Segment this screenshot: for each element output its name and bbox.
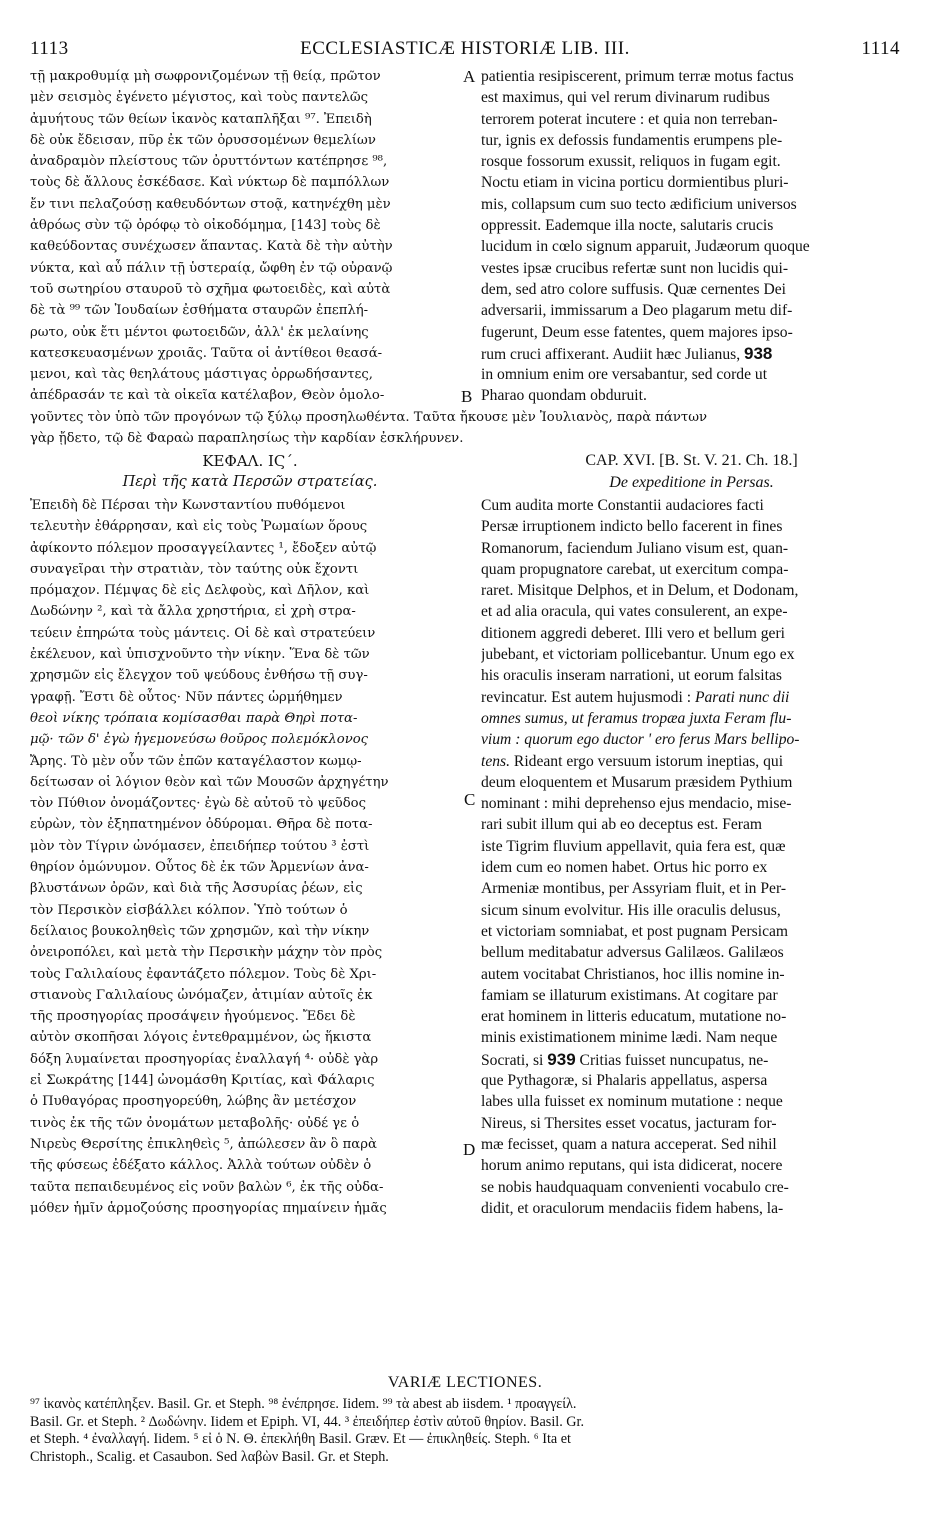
latin-line: his oraculis inseram narrationi, ut eorum falsitas	[481, 667, 782, 685]
latin-line: tens. Rideant ergo versuum istorum ineptias, qui	[481, 752, 784, 770]
greek-line: ὀνειροπόλει, καὶ μετὰ τὴν Περσικὴν μάχην τὸν πρὸς	[30, 945, 383, 961]
greek-line: νύκτα, καὶ αὖ πάλιν τῇ ὑστεραίᾳ, ὤφθη ἐν τῷ οὐρανῷ	[30, 260, 393, 276]
greek-line: μενοι, καὶ τὰς θεηλάτους μάστιγας ὀρρωδήσαντες,	[30, 367, 373, 383]
latin-line: quam propugnatore carebat, ut exercitum compa-	[481, 560, 789, 578]
greek-line: τοὺς δὲ ἄλλους ἐσκέδασε. Καὶ νύκτωρ δὲ παμπόλλων	[30, 175, 390, 191]
latin-line: nominant : mihi deprehenso ejus mendacio, mise-	[481, 795, 792, 813]
latin-line: in omnium enim ore versabantur, sed corde ut	[481, 366, 768, 384]
running-header	[30, 38, 900, 62]
spanning-line-2: γὰρ ᾔδετο, τῷ δὲ Φαραὼ παραπλησίως τὴν καρδίαν ἐσκλήρυνεν.	[30, 431, 464, 446]
greek-line: τοῦ σωτηρίου σταυροῦ τὸ σχῆμα φωτοειδὲς, καὶ αὐτὰ	[30, 281, 391, 297]
latin-line: Romanorum, faciendum Juliano visum est, quan-	[481, 539, 789, 557]
greek-line: τῆς προσηγορίας προσάψειν ἡγούμενος. Ἔδει δὲ	[30, 1009, 356, 1025]
greek-line: πρόμαχον. Πέμψας δὲ εἰς Δελφοὺς, καὶ Δῆλον, καὶ	[30, 583, 370, 599]
latin-line: rum cruci affixerant. Audiit hæc Julianus, 938	[481, 343, 773, 363]
latin-line: erat hominem in litteris educatum, mutatione no-	[481, 1008, 787, 1026]
variae-lectiones-heading: VARIÆ LECTIONES.	[387, 1374, 543, 1391]
latin-line: que Pythagoræ, si Phalaris appellatus, aspersa	[481, 1072, 768, 1090]
latin-line: Nireus, si Thersites esset vocatus, jacturam for-	[481, 1114, 777, 1132]
latin-line: vium : quorum ego ductor ' ero ferus Mars bellipo-	[481, 731, 800, 749]
latin-line: et ad alia oracula, qui vates consulerent, an expe-	[481, 603, 788, 621]
greek-line: δόξη λυμαίνεται προσηγορίας ἐναλλαγή ⁴· οὐδὲ γὰρ	[30, 1051, 379, 1067]
latin-line: didit, et oraculorum mendaciis fidem habens, la-	[481, 1199, 784, 1217]
greek-line: τῇ μακροθυμίᾳ μὴ σωφρονιζομένων τῇ θείᾳ, πρῶτον	[30, 69, 381, 84]
latin-line: labes ulla fuisset ex nominum mutatione : neque	[481, 1093, 783, 1111]
latin-line: se nobis haudquaquam convenienti vocabulo cre-	[481, 1178, 789, 1196]
latin-line: oppressit. Eademque illa nocte, salutaris crucis	[481, 217, 774, 235]
spanning-line-1: γοῦντες τὸν ὑπὸ τῶν προγόνων τῷ ξύλῳ προσηλωθέντα. Ταῦτα ἤκουσε μὲν Ἰουλιανὸς, παρὰ πάντων	[30, 410, 707, 425]
greek-line: συναγεῖραι τὴν στρατιὰν, τὸν ταύτης οὐκ ἔχοντι	[30, 561, 359, 577]
greek-line: μὲν σεισμὸς ἐγένετο μέγιστος, καὶ τοὺς παντελῶς	[30, 90, 369, 106]
greek-line: δείτωσαν οἱ λόγιον θεὸν καὶ τῶν Μουσῶν ἀρχηγέτην	[30, 774, 389, 790]
greek-line: τοὺς Γαλιλαίους ἐφαντάζετο πόλεμον. Τοὺς δὲ Χρι-	[30, 966, 377, 982]
latin-line: rosque fossorum exussit, reliquos in fugam egit.	[481, 153, 781, 171]
footnote-line: Christoph., Scalig. et Casaubon. Sed λαβὼν Basil. Gr. et Steph.	[30, 1448, 389, 1465]
greek-line: δὲ τὰ ⁹⁹ τῶν Ἰουδαίων ἐσθήματα σταυρῶν ἐπεπλή-	[30, 303, 369, 319]
greek-line: καθεύδοντας συνέχωσεν ἅπαντας. Κατὰ δὲ τὴν αὐτὴν	[30, 239, 393, 255]
greek-line: μὸν τὸν Τίγριν ὠνόμασεν, ἐπειδήπερ τούτου ³ ἐστὶ	[30, 838, 370, 854]
greek-line: Ἄρης. Τὸ μὲν οὖν τῶν ἐπῶν καταγέλαστον κωμῳ-	[30, 753, 362, 769]
running-title: ECCLESIASTICÆ HISTORIÆ LIB. III.	[300, 38, 630, 59]
latin-line: Persæ irruptionem indicto bello facerent in fines	[481, 518, 783, 536]
latin-line: ditionem aggredi deberet. Illi vero et bellum geri	[481, 624, 785, 642]
page-number-left: 1113	[30, 38, 69, 59]
greek-line: ἔν τινι πελαζούσῃ καθευδόντων στοᾷ, κατηνέχθη μὲν	[30, 196, 391, 212]
greek-line: ρωτο, οὐκ ἔτι μέντοι φωτοειδῶν, ἀλλ' ἐκ μελαίνης	[30, 324, 369, 340]
greek-page-margin-number: 938	[744, 343, 773, 363]
latin-line: minis existimationem minime lædi. Nam neque	[481, 1029, 778, 1047]
latin-line: mis, collapsum cum suo tecto ædificium universos	[481, 195, 797, 213]
latin-line: dem, sed atro colore suffusis. Quæ cernentes Dei	[481, 280, 787, 298]
latin-column-main	[481, 495, 902, 1219]
greek-line: ὁ Πυθαγόρας προσηγορεύθη, λώβης ἂν μετέσχον	[30, 1094, 357, 1110]
latin-line: lucidum in cœlo signum apparuit, Judæorum quoque	[481, 238, 810, 256]
greek-line: ἀφίκοντο πόλεμον προσαγγείλαντες ¹, ἔδοξεν αὐτῷ	[30, 540, 377, 556]
greek-line: γραφῇ. Ἔστι δὲ οὗτος· Νῦν πάντες ὡρμήθημεν	[30, 689, 343, 705]
page-number-right: 1114	[861, 38, 900, 59]
greek-line: τινὸς ἐκ τῆς τῶν ὀνομάτων μεταβολῆς· οὐδέ γε ὁ	[30, 1115, 360, 1131]
greek-line: βλυστάνων ὀρῶν, καὶ διὰ τῆς Ἀσσυρίας ῥέων, εἰς	[30, 881, 363, 897]
greek-line: τελευτὴν ἐθάρρησαν, καὶ εἰς τοὺς Ῥωμαίων ὅρους	[30, 519, 368, 535]
section-marker-d: D	[463, 1140, 476, 1159]
greek-page-margin-number: 939	[547, 1049, 576, 1069]
greek-line: δείλαιος βουκοληθεὶς τῶν χρησμῶν, καὶ τὴν νίκην	[30, 923, 370, 939]
greek-line: τῆς φύσεως ἐδέξατο κάλλος. Ἀλλὰ τούτων οὐδὲν ὁ	[30, 1158, 372, 1174]
greek-line: ταῦτα πεπαιδευμένος εἰς νοῦν βαλὼν ⁶, ἐκ τῆς οὐδα-	[30, 1179, 384, 1195]
greek-line: θηρίον ὁμώνυμον. Οὗτος δὲ ἐκ τῶν Ἀρμενίων ἀνα-	[30, 860, 369, 876]
latin-line: patientia resipiscerent, primum terræ motus factus	[481, 68, 794, 85]
greek-line: εὑρὼν, τὸν ἐξηπατημένον ὀδύρομαι. Θῆρα δὲ ποτα-	[30, 817, 373, 833]
greek-line: ἀθρόως σὺν τῷ ὀρόφῳ τὸ οἰκοδόμημα, [143] τοὺς δὲ	[30, 218, 381, 234]
greek-line: ἀμυήτους τῶν θείων ἱκανὸς καταπλῆξαι ⁹⁷. Ἐπειδὴ	[30, 111, 372, 127]
footnote-line: et Steph. ⁴ ἐναλλαγή. Iidem. ⁵ εἰ ὁ Ν. Θ. ἐπεκλήθη Basil. Græv. Et — ἐπικληθείς. Steph. ⁶ Ita et	[30, 1431, 571, 1447]
section-marker-c: C	[464, 790, 476, 809]
latin-line: vestes ipsæ crucibus refertæ sunt non lucidis qui-	[481, 259, 789, 277]
latin-chapter-heading: CAP. XVI. [B. St. V. 21. Ch. 18.]	[585, 452, 798, 469]
latin-line: Noctu etiam in vicina porticu dormientibus pluri-	[481, 174, 789, 192]
greek-line: ἀναδραμὸν πλείστους τῶν ὀρυττόντων κατέπρησε ⁹⁸,	[30, 154, 388, 170]
latin-line: tur, ignis ex defossis fundamentis erumpens ple-	[481, 131, 783, 149]
footnote-line: ⁹⁷ ἱκανὸς κατέπληξεν. Basil. Gr. et Steph. ⁹⁸ ἐνέπρησε. Iidem. ⁹⁹ τὰ abest ab iisdem. ¹ προαγγείλ.	[30, 1396, 577, 1412]
greek-line: μόθεν ἡμῖν ἁρμοζούσης προσηγορίας πημαίνειν ἡμᾶς	[30, 1200, 387, 1216]
greek-line: Νιρεὺς Θερσίτης ἐπικληθεὶς ⁵, ἀπώλεσεν ἂν ὃ παρὰ	[30, 1136, 377, 1152]
latin-line: Armeniæ montibus, per Assyriam fluit, et in Per-	[481, 880, 787, 898]
latin-line: est maximus, qui vel rerum divinarum rudibus	[481, 89, 770, 107]
latin-line-tail: Critias fuisset nuncupatus, ne-	[575, 1051, 769, 1069]
latin-line: mæ fecisset, quam a natura acceperat. Sed nihil	[481, 1135, 777, 1153]
latin-line: rari subit illum qui ab eo deceptus est. Feram	[481, 816, 763, 834]
greek-column-top	[30, 66, 473, 407]
latin-line: jubebant, et victoriam pollicebantur. Unum ego ex	[481, 646, 795, 664]
greek-line: χρησμῶν εἰς ἔλεγχον τοῦ ψεύδους ἐνθήσω τῇ συγ-	[30, 668, 368, 684]
greek-line: Δωδώνην ², καὶ τὰ ἄλλα χρηστήρια, εἰ χρὴ στρα-	[30, 604, 356, 620]
latin-line: autem vocitabat Christianos, hoc illis nomine in-	[481, 965, 785, 983]
greek-line: τεύειν ἐπηρώτα τοὺς μάντεις. Οἱ δὲ καὶ στρατεύειν	[30, 625, 376, 641]
latin-line: et victoriam somniabat, et post pugnam Persicam	[481, 922, 789, 940]
latin-line: fugerunt, Deum esse fatentes, quem majores ipso-	[481, 323, 793, 341]
greek-line: ἐκέλευον, καὶ ὑπισχνοῦντο τὴν νίκην. Ἕνα δὲ τῶν	[30, 647, 370, 663]
greek-line: θεοὶ νίκης τρόπαια κομίσασθαι παρὰ Θηρὶ ποτα-	[30, 710, 358, 726]
oracle-italic-text: Parati nunc dii	[694, 688, 790, 706]
latin-column-top	[481, 66, 902, 407]
greek-chapter-heading: ΚΕΦΑΛ. ΙϚ΄.	[202, 452, 298, 470]
latin-line: deum eloquentem et Musarum præsidem Pythium	[481, 773, 793, 791]
footnote-line: Basil. Gr. et Steph. ² Δωδώνην. Iidem et Epiph. VI, 44. ³ ἐπειδήπερ ἐστὶν αὐτοῦ θηρίον. Basil. Gr.	[30, 1413, 585, 1430]
latin-line: Socrati, si 939 Critias fuisset nuncupatus, ne-	[481, 1049, 769, 1069]
latin-line: bellum meditabatur adversus Galilæos. Galilæos	[481, 944, 784, 962]
latin-line: Pharao quondam obduruit.	[481, 387, 647, 405]
section-marker-a: A	[463, 67, 476, 86]
latin-line: adversarii, immissarum a Deo plagarum metu dif-	[481, 302, 793, 320]
greek-line: μῷ· τῶν δ' ἐγὼ ἡγεμονεύσω θοῦρος πολεμόκλονος	[30, 732, 369, 748]
greek-chapter-subheading: Περὶ τῆς κατὰ Περσῶν στρατείας.	[122, 474, 378, 490]
latin-line: raret. Misitque Delphos, et in Delum, et Dodonam,	[481, 582, 799, 600]
latin-line: sicum sinum evolvitur. His ille oraculis delusus,	[481, 901, 781, 919]
footnotes	[30, 1396, 900, 1466]
greek-line: ἀπέδρασάν τε καὶ τὰ οἰκεῖα κατέλαβον, Θεὸν ὁμολο-	[30, 388, 385, 404]
oracle-italic-text: tens.	[481, 752, 511, 770]
latin-line: revincatur. Est autem hujusmodi : Parati nunc dii	[481, 688, 790, 706]
latin-line: horum animo reputans, qui ista didicerat, nocere	[481, 1157, 783, 1175]
latin-line: Cum audita morte Constantii audaciores facti	[481, 497, 764, 514]
section-marker-b: B	[461, 387, 473, 406]
greek-line: τὸν Περσικὸν εἰσβάλλει κόλπον. Ὑπὸ τούτων ὁ	[30, 902, 348, 918]
latin-line: idem cum eo nomen habet. Ortus hic porro ex	[481, 859, 768, 877]
greek-line: δὲ οὐκ ἔδεισαν, πῦρ ἐκ τῶν ὀρυσσομένων θεμελίων	[30, 132, 376, 148]
greek-line: κατεσκευασμένων χροιᾶς. Ταῦτα οἱ ἀντίθεοι θεασά-	[30, 345, 383, 361]
greek-line: αὐτὸν σκοπῆσαι λόγοις ἐντεθραμμένον, ὡς ἥκιστα	[30, 1030, 372, 1046]
greek-line: Ἐπειδὴ δὲ Πέρσαι τὴν Κωνσταντίου πυθόμενοι	[30, 498, 346, 513]
latin-line: famiam se illaturum existimans. At cogitare par	[481, 986, 778, 1004]
latin-line: iste Tigrim fluvium appellavit, quia fera est, quæ	[481, 837, 786, 855]
greek-line: στιανοὺς Γαλιλαίους ὠνόμαζεν, ἀτιμίαν αὐτοῖς ἐκ	[30, 987, 373, 1003]
greek-column-main	[30, 495, 470, 1219]
latin-line: terrorem poterat incutere : et quia non terreban-	[481, 110, 778, 128]
latin-line: omnes sumus, ut feramus tropæa juxta Feram flu-	[481, 709, 792, 727]
greek-line: τὸν Πύθιον ὀνομάζοντες· ἐγὼ δὲ αὐτοῦ τὸ ψεῦδος	[30, 796, 366, 812]
greek-line: εἰ Σωκράτης [144] ὠνομάσθη Κριτίας, καὶ Φάλαρις	[30, 1073, 375, 1089]
latin-chapter-subheading: De expeditione in Persas.	[609, 474, 774, 491]
